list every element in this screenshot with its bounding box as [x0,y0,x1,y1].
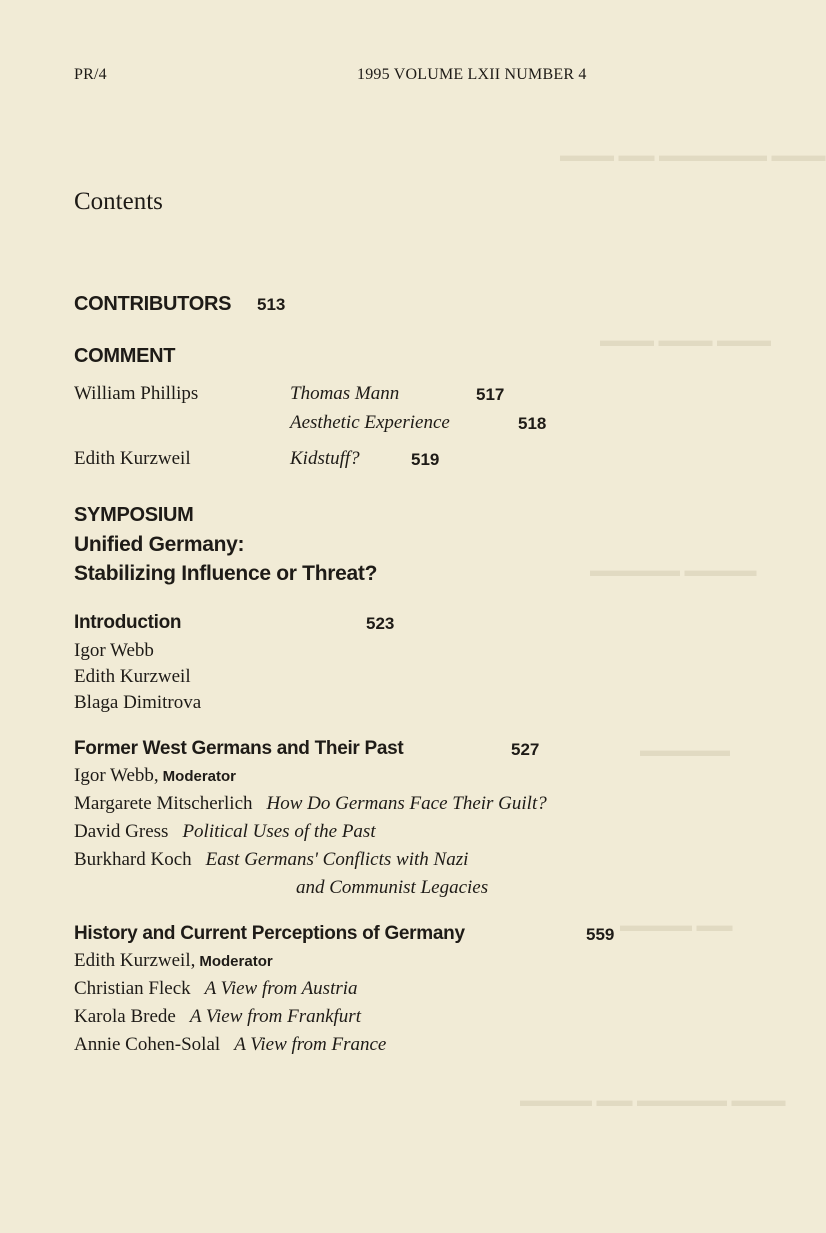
comment-title: Aesthetic Experience [290,412,450,433]
entry-author: Margarete Mitscherlich [74,793,253,814]
history-entry [74,978,358,1000]
moderator-name: Edith Kurzweil, [74,950,196,971]
moderator-label: Moderator [199,953,273,970]
former-west-entry [74,821,376,843]
symposium-title: Unified Germany: [74,533,245,556]
introduction-author: Edith Kurzweil [74,666,191,687]
contributors-heading: CONTRIBUTORS [74,293,232,315]
former-west-page: 527 [511,740,540,759]
comment-page: 518 [518,414,547,433]
entry-author: David Gress [74,821,169,842]
contributors-page: 513 [257,295,286,314]
former-west-entry [74,793,547,815]
running-head-right: 1995 VOLUME LXII NUMBER 4 [357,66,587,83]
symposium-title: Stabilizing Influence or Threat? [74,562,378,585]
introduction-author: Igor Webb [74,640,154,661]
former-west-heading: Former West Germans and Their Past [74,738,404,759]
former-west-entry [74,849,468,871]
entry-title: A View from Frankfurt [189,1006,361,1027]
moderator-label: Moderator [162,768,236,785]
history-entry [74,1034,386,1056]
comment-author: Edith Kurzweil [74,448,191,469]
introduction-author: Blaga Dimitrova [74,692,202,713]
comment-heading: COMMENT [74,345,176,367]
symposium-heading: SYMPOSIUM [74,504,194,526]
history-moderator [74,950,273,972]
comment-author: William Phillips [74,383,199,404]
page: ▬▬▬ ▬▬ ▬▬▬▬▬▬ ▬▬▬ ▬▬▬ ▬▬▬ ▬▬▬ ▬▬▬▬▬ ▬▬▬▬ ▬▬▬▬▬ ▬▬▬▬ ▬▬ ▬▬▬▬ ▬▬ ▬▬▬▬▬ ▬▬▬ PR/4 1995 VOLUME LXII NUMBER 4 Contents CONTRIBUTORS 513 COMMENT William Phillips Thomas Mann 517 Aesthetic Experience 518 Edith Kurzweil Kidstuff? 519 SYMPOSIUM Unified Germany: Stabilizing Influence or Threat? Introduction 523 Igor Webb Edith Kurzweil Blaga Dimitrova Former West Germans and Their Past 527 Igor Webb, Moderator Margarete Mitscherlich How Do Germans Face Their Guilt? David Gress Political Uses of the Past Burkhard Koch East Germans' Conflicts with Nazi and Communist Legacies History and Current Perceptions of Germany 559 Edith Kurzweil, Moderator Christian Fleck A View from Austria Karola Brede A View from Frankfurt Annie Cohen-Solal A View from France [74,66,826,1110]
entry-title: A View from France [234,1034,387,1055]
introduction-heading: Introduction [74,612,182,633]
entry-title: Political Uses of the Past [182,821,376,842]
history-heading: History and Current Perceptions of Germany [74,923,465,944]
former-west-moderator [74,765,236,787]
entry-title: A View from Austria [204,978,358,999]
moderator-name: Igor Webb, [74,765,159,786]
entry-author: Christian Fleck [74,978,191,999]
introduction-page: 523 [366,614,395,633]
entry-title: East Germans' Conflicts with Nazi [205,849,469,870]
comment-title: Thomas Mann [290,383,400,404]
history-page: 559 [586,925,615,944]
comment-title: Kidstuff? [290,448,360,469]
entry-author: Annie Cohen-Solal [74,1034,221,1055]
running-head-left: PR/4 [74,66,107,83]
entry-title: How Do Germans Face Their Guilt? [266,793,547,814]
comment-page: 517 [476,385,505,404]
entry-author: Burkhard Koch [74,849,192,870]
entry-title-continuation: and Communist Legacies [296,877,489,898]
entry-author: Karola Brede [74,1006,176,1027]
comment-page: 519 [411,450,440,469]
contents-title: Contents [74,188,163,215]
history-entry [74,1006,361,1028]
